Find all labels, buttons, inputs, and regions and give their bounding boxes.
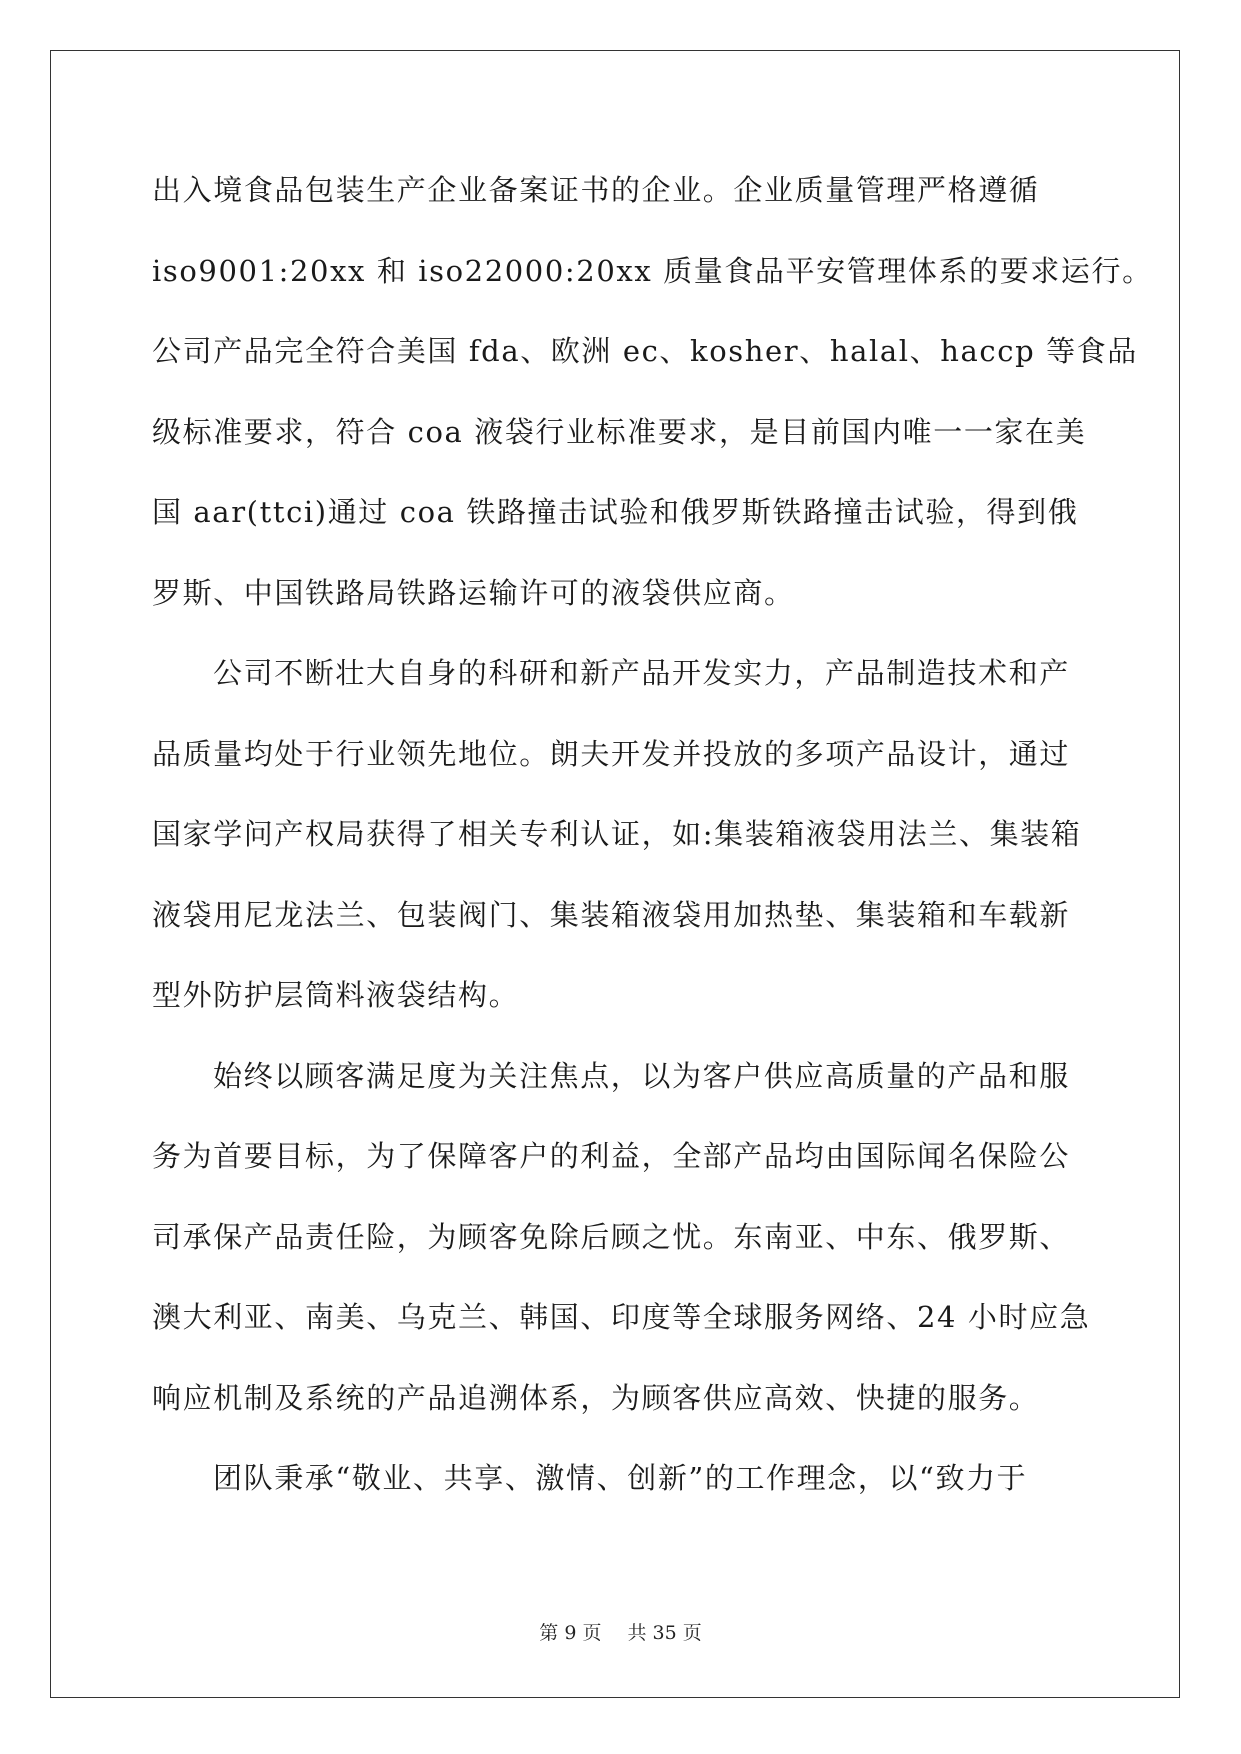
text-line: 司承保产品责任险，为顾客免除后顾之忧。东南亚、中东、俄罗斯、 bbox=[152, 1219, 1071, 1254]
text-line: 公司产品完全符合美国 fda、欧洲 ec、kosher、halal、haccp 等食品 bbox=[152, 334, 1138, 368]
paragraph-start-line: 始终以顾客满足度为关注焦点，以为客户供应高质量的产品和服 bbox=[213, 1058, 1070, 1093]
paragraph-start-line: 团队秉承“敬业、共享、激情、创新”的工作理念，以“致力于 bbox=[213, 1461, 1028, 1495]
text-line: 液袋用尼龙法兰、包装阀门、集装箱液袋用加热垫、集装箱和车载新 bbox=[152, 897, 1071, 932]
text-line: 品质量均处于行业领先地位。朗夫开发并投放的多项产品设计，通过 bbox=[152, 736, 1071, 771]
text-line: 国家学问产权局获得了相关专利认证，如:集装箱液袋用法兰、集装箱 bbox=[152, 817, 1082, 851]
document-body bbox=[152, 160, 1153, 1529]
text-line: iso9001:20xx 和 iso22000:20xx 质量食品平安管理体系的要求运行。 bbox=[152, 253, 1153, 288]
text-line: 型外防护层筒料液袋结构。 bbox=[152, 978, 520, 1012]
text-line: 响应机制及系统的产品追溯体系，为顾客供应高效、快捷的服务。 bbox=[152, 1380, 1040, 1415]
text-line: 国 aar(ttci)通过 coa 铁路撞击试验和俄罗斯铁路撞击试验，得到俄 bbox=[152, 495, 1079, 529]
text-line: 务为首要目标，为了保障客户的利益，全部产品均由国际闻名保险公 bbox=[152, 1139, 1071, 1173]
text-line: 出入境食品包装生产企业备案证书的企业。企业质量管理严格遵循 bbox=[152, 173, 1040, 207]
text-line: 罗斯、中国铁路局铁路运输许可的液袋供应商。 bbox=[152, 575, 795, 610]
current-page-number: 第 9 页 bbox=[539, 1622, 602, 1644]
text-line: 级标准要求，符合 coa 液袋行业标准要求，是目前国内唯一一家在美 bbox=[152, 414, 1087, 449]
paragraph-start-line: 公司不断壮大自身的科研和新产品开发实力，产品制造技术和产 bbox=[213, 656, 1070, 690]
text-line: 澳大利亚、南美、乌克兰、韩国、印度等全球服务网络、24 小时应急 bbox=[152, 1300, 1091, 1334]
page-footer bbox=[0, 1618, 1241, 1645]
total-pages: 共 35 页 bbox=[627, 1622, 702, 1644]
